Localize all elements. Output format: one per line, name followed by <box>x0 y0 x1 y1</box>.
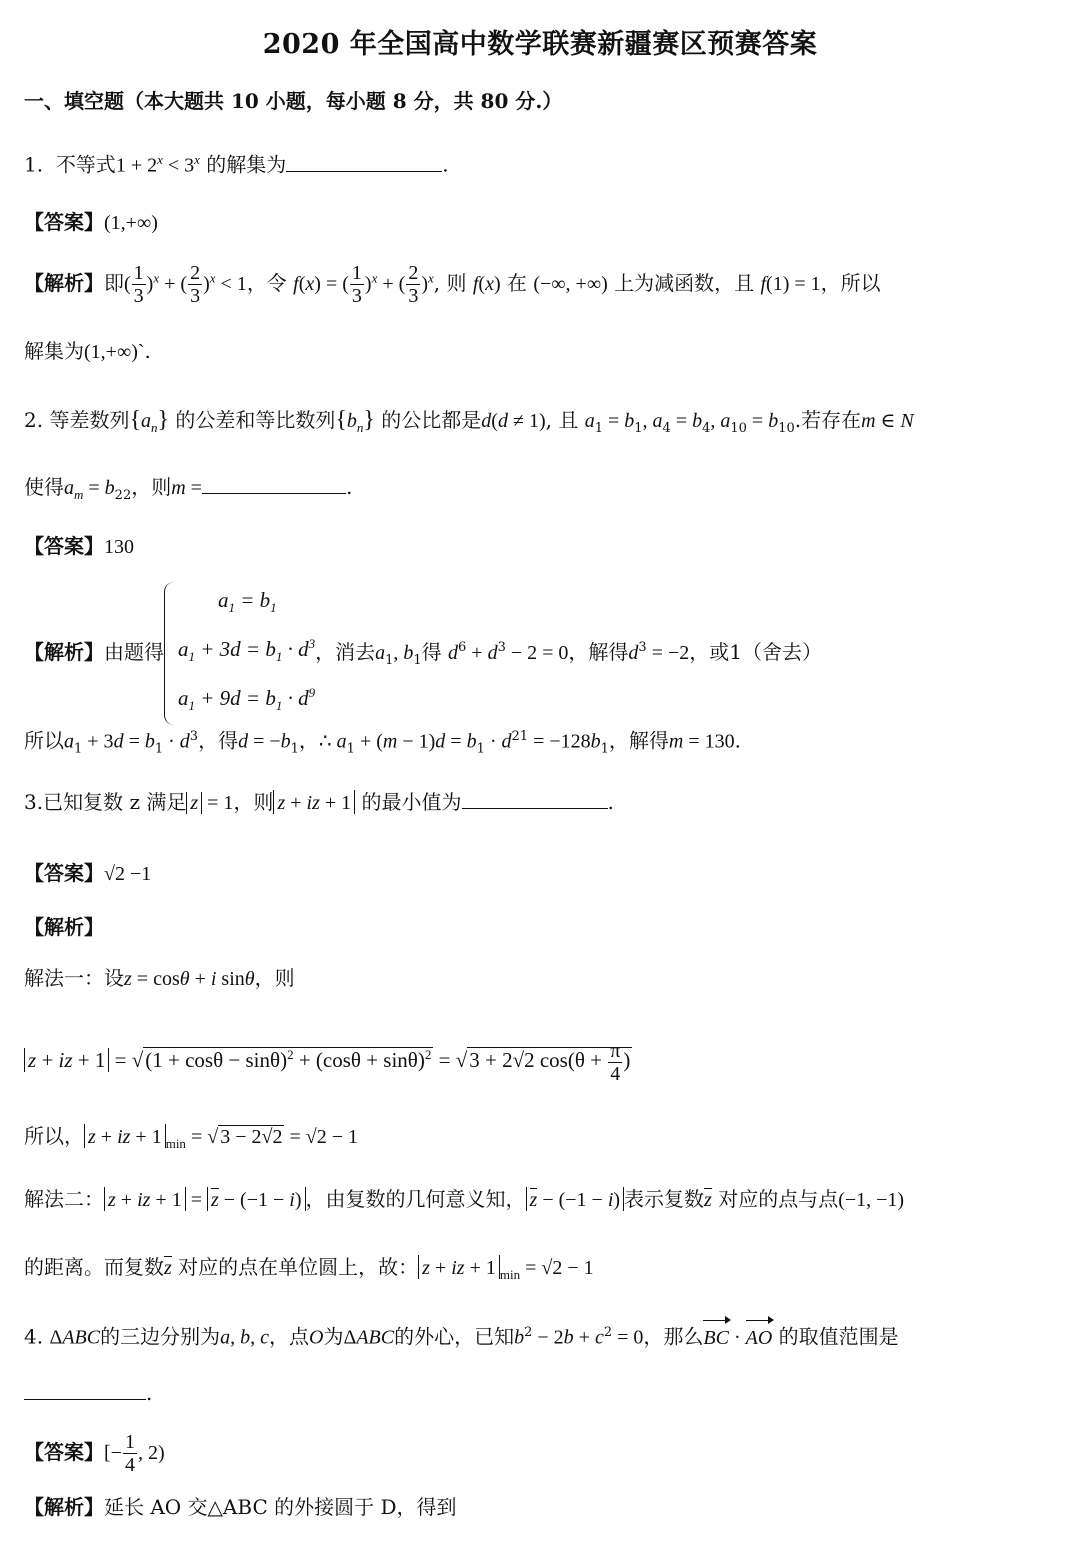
analysis-1: 【解析】即( $\frac{1}{3}$ )$^x$ + ( $\frac{2}{3}$ )$^x$ < 1，令 f(x) = ( $\frac{1}{3}$ )$^x$ + ( $\frac{2}{3}$ )$^x$, 则 f(x) 在 (−∞, +∞) 上为减函数，且 f(1) = 1，所以 <box>24 262 881 307</box>
method-2-cont: 的距离。而复数z 对应的点在单位圆上，故： z + iz + 1 $_{min}$ = √2 − 1 <box>24 1255 594 1282</box>
question-4-blank: . <box>24 1378 1056 1408</box>
answer-4: 【答案】[− $\frac{1}{4}$ , 2) <box>24 1431 165 1476</box>
question-3: 3.已知复数 z 满足 z = 1，则 z + iz + 1 的最小值为 . <box>24 790 614 814</box>
analysis-2: 【解析】由题得 $a_1 = b_1$ $a_1 + 3d = b_1 \cdot d^3$ $a_1 + 9d = b_1 \cdot d^9$ ，消去$a_1$, $b_1$得 $d^6 + d^3 - 2 = 0$，解得$d^3 = -2$，或1（舍去） <box>24 582 1056 694</box>
method-1: 解法一：设z = cosθ + i sinθ，则 <box>24 966 295 990</box>
question-1: 1. 不等式$1 + 2^x < 3^x$ 的解集为 . <box>24 152 449 177</box>
answer-blank <box>462 788 608 809</box>
answer-3: 【答案】√2 −1 <box>24 861 152 885</box>
analysis-3-label: 【解析】 <box>24 915 104 939</box>
section-heading: 一、填空题（本大题共 10 小题，每小题 8 分，共 80 分.） <box>24 89 563 113</box>
answer-blank <box>24 1379 146 1400</box>
answer-blank <box>202 473 346 494</box>
answer-2: 【答案】130 <box>24 534 134 558</box>
page-title: 2020 年全国高中数学联赛新疆赛区预赛答案 <box>262 29 818 60</box>
answer-blank <box>286 151 442 172</box>
analysis-1-cont: 解集为(1,+∞)`. <box>24 339 151 363</box>
question-2: 2. 等差数列$\{a_n\}$ 的公差和等比数列$\{b_n\}$ 的公比都是d(d ≠ 1), 且 $a_1 = b_1$, $a_4 = b_4$, $a_{10} = b_{10}$.若存在m ∈ N <box>24 407 914 436</box>
question-2-cont: 使得$a_m = b_{22}$，则m = . <box>24 475 353 503</box>
analysis-4: 【解析】延长 AO 交△ABC 的外接圆于 D，得到 <box>24 1495 457 1519</box>
question-4: 4. ΔABC的三边分别为a, b, c，点O为ΔABC的外心，已知$b^2 - 2b + c^2 = 0$，那么BC · AO 的取值范围是 <box>24 1318 1056 1353</box>
method-2: 解法二： z + iz + 1 = z − (−1 − i) ，由复数的几何意义知， z − (−1 − i) 表示复数z 对应的点与点(−1, −1) <box>24 1187 905 1211</box>
method-1-result: 所以， z + iz + 1 $_{min}$ = √ 3 − 2√2 = √2 − 1 <box>24 1124 359 1151</box>
equation-system: $a_1 = b_1$ $a_1 + 3d = b_1 \cdot d^3$ $a_1 + 9d = b_1 \cdot d^9$ <box>164 582 315 725</box>
answer-1: 【答案】(1,+∞) <box>24 210 158 234</box>
analysis-2-cont: 所以$a_1 + 3d = b_1 \cdot d^3$，得$d = -b_1$，∴ $a_1 + (m - 1)d = b_1 \cdot d^{21} = -128b_1$，解得m = 130. <box>24 728 742 757</box>
method-1-formula: z + iz + $1 = √(1 + \cos\theta - \sin\theta)^2 + (\cos\theta + \sin\theta)^2 = √3 + 2√2$ cos(θ + $\frac{\pi}{4}$ ) <box>24 1024 1056 1086</box>
